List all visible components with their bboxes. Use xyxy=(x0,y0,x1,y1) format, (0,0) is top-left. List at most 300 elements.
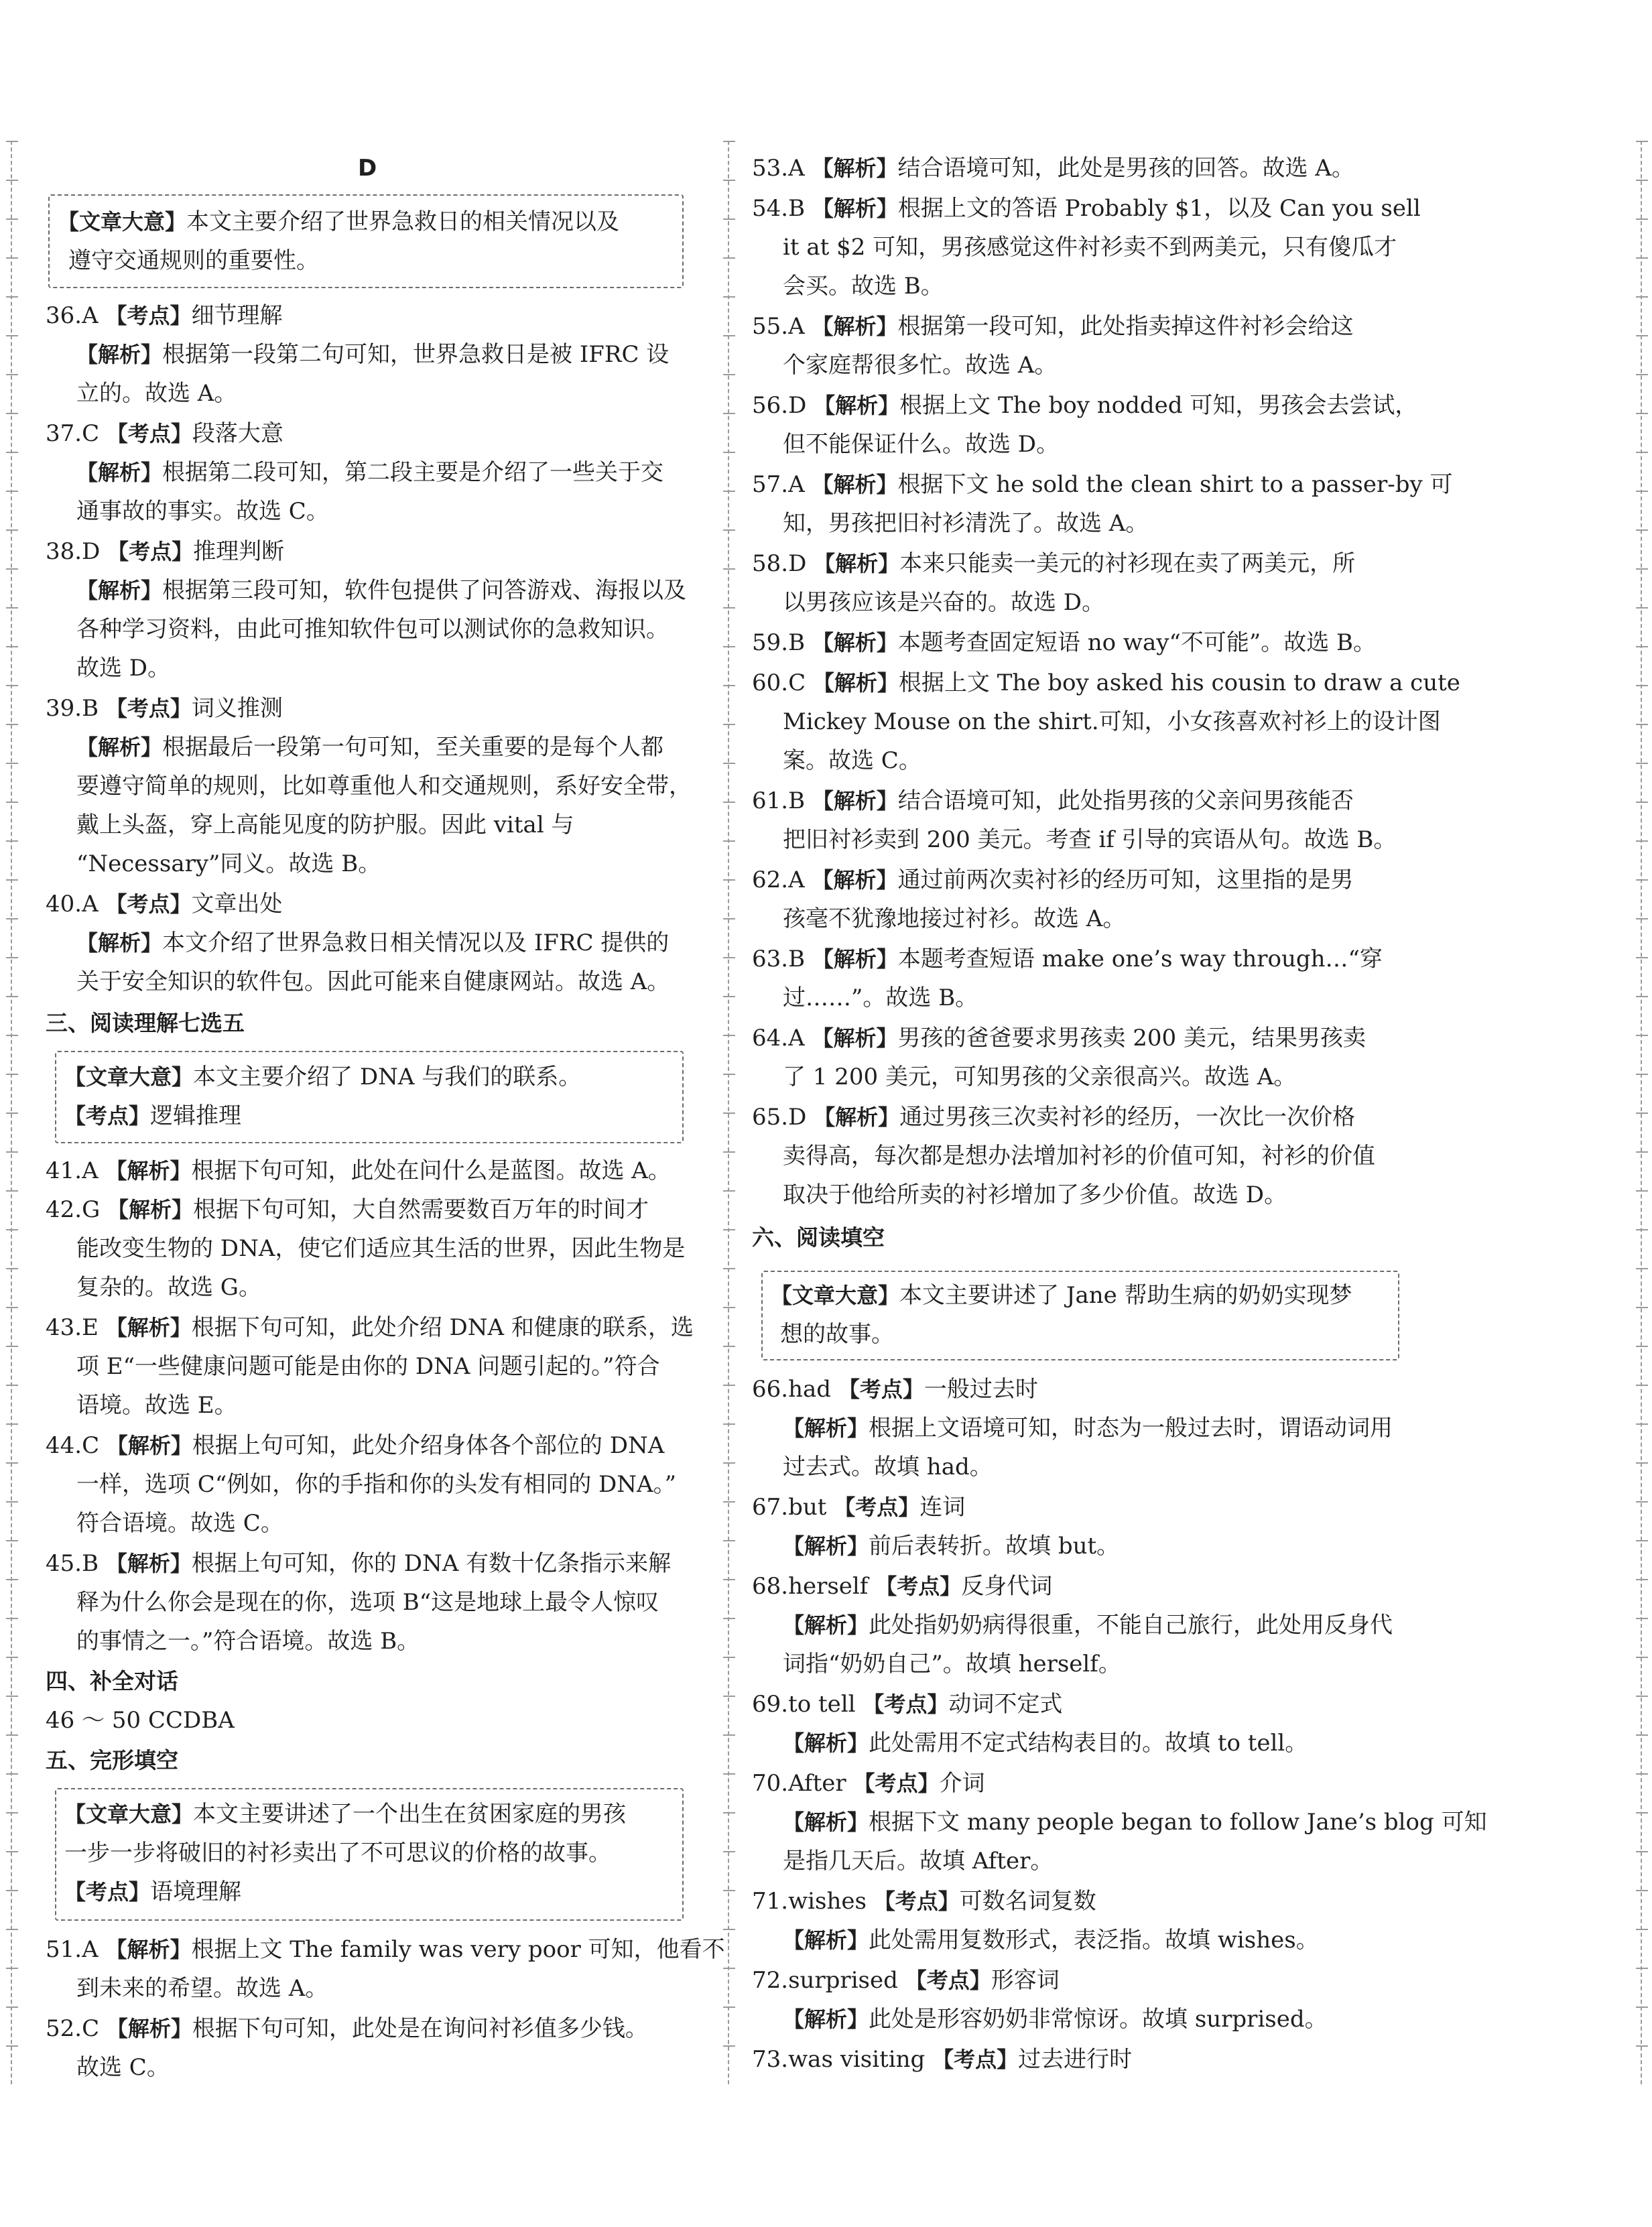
margin-tick xyxy=(6,1074,18,1075)
box3-text-3: 语境理解 xyxy=(150,1879,242,1905)
box4-line-2: 想的故事。 xyxy=(780,1321,894,1348)
margin-tick xyxy=(723,724,735,725)
q51-line-1 xyxy=(46,1934,725,1965)
q66-tag: 【考点】 xyxy=(838,1377,924,1402)
q67-head-line xyxy=(752,1492,965,1523)
margin-tick xyxy=(1636,1385,1648,1386)
q65-line-1 xyxy=(752,1102,1355,1133)
q61-number: 61.B xyxy=(752,787,806,814)
q64-jx: 【解析】 xyxy=(812,1025,898,1051)
margin-tick xyxy=(1636,763,1648,764)
q65-line-2: 卖得高，每次都是想办法增加衬衫的价值可知，衬衫的价值 xyxy=(783,1143,1375,1169)
margin-tick xyxy=(1636,1851,1648,1852)
q71-number: 71.wishes xyxy=(752,1888,867,1915)
q58-line-1 xyxy=(752,548,1355,579)
q66-line-1 xyxy=(783,1413,1393,1444)
margin-tick xyxy=(6,1151,18,1153)
q57-line-2: 知，男孩把旧衬衫清洗了。故选 A。 xyxy=(783,510,1149,537)
q41-line-1 xyxy=(46,1155,671,1186)
q38-head-line xyxy=(46,536,284,567)
margin-tick xyxy=(6,724,18,725)
q69-line-1 xyxy=(783,1728,1308,1759)
q62-line-2: 孩毫不犹豫地接过衬衫。故选 A。 xyxy=(783,905,1126,932)
q56-number: 56.D xyxy=(752,392,807,419)
q53-text-1: 结合语境可知，此处是男孩的回答。故选 A。 xyxy=(897,155,1354,182)
q64-line-1 xyxy=(752,1023,1366,1054)
q52-text-1: 根据下句可知，此处是在询问衬衫值多少钱。 xyxy=(192,2015,648,2042)
box4-text-1: 本文主要讲述了 Jane 帮助生病的奶奶实现梦 xyxy=(899,1282,1352,1309)
q39-head-line xyxy=(46,693,283,724)
q68-jx: 【解析】 xyxy=(783,1612,869,1638)
margin-tick xyxy=(6,1346,18,1347)
box2-text-2: 逻辑推理 xyxy=(150,1102,242,1129)
q61-jx: 【解析】 xyxy=(812,788,898,814)
margin-tick xyxy=(723,1657,735,1658)
q71-jx: 【解析】 xyxy=(783,1927,869,1953)
q62-line-1 xyxy=(752,865,1353,895)
q39-tag: 【考点】 xyxy=(105,696,192,721)
q38-point: 推理判断 xyxy=(193,538,285,565)
q41-jx: 【解析】 xyxy=(105,1158,192,1184)
q66-number: 66.had xyxy=(752,1376,832,1403)
q55-text-1: 根据第一段可知，此处指卖掉这件衬衫会给这 xyxy=(897,313,1354,340)
q68-point: 反身代词 xyxy=(961,1573,1053,1600)
margin-tick xyxy=(6,1423,18,1425)
margin-tick xyxy=(6,2007,18,2008)
margin-tick xyxy=(1636,685,1648,686)
q73-head-line xyxy=(752,2044,1132,2075)
q56-line-2: 但不能保证什么。故选 D。 xyxy=(783,431,1060,458)
q59-number: 59.B xyxy=(752,629,806,656)
q70-head-line xyxy=(752,1768,984,1799)
q42-number: 42.G xyxy=(46,1196,101,1223)
q68-head-line xyxy=(752,1571,1052,1602)
q43-text-1: 根据下句可知，此处介绍 DNA 和健康的联系，选 xyxy=(191,1314,694,1341)
margin-tick xyxy=(723,879,735,881)
q42-text-1: 根据下句可知，大自然需要数百万年的时间才 xyxy=(193,1196,649,1223)
q58-number: 58.D xyxy=(752,550,807,577)
q66-point: 一般过去时 xyxy=(924,1376,1038,1403)
binding-line-right xyxy=(1641,141,1642,2084)
margin-tick xyxy=(723,1618,735,1619)
margin-tick xyxy=(723,1229,735,1230)
margin-tick xyxy=(1636,1151,1648,1153)
margin-tick xyxy=(6,141,18,142)
box2-line-1 xyxy=(64,1062,581,1092)
q44-line-2: 一样，选项 C“例如，你的手指和你的头发有相同的 DNA。” xyxy=(76,1471,676,1498)
summary-tag: 【文章大意】 xyxy=(58,209,187,235)
q72-text-1: 此处是形容奶奶非常惊讶。故填 surprised。 xyxy=(869,2006,1328,2033)
q71-text-1: 此处需用复数形式，表泛指。故填 wishes。 xyxy=(869,1927,1319,1954)
margin-tick xyxy=(6,335,18,336)
q58-text-1: 本来只能卖一美元的衬衫现在卖了两美元，所 xyxy=(899,550,1356,577)
q51-line-2: 到未来的希望。故选 A。 xyxy=(76,1975,328,2002)
q68-text-1: 此处指奶奶病得很重，不能自己旅行，此处用反身代 xyxy=(869,1612,1393,1639)
box3-line-2: 一步一步将破旧的衬衫卖出了不可思议的价格的故事。 xyxy=(64,1840,611,1866)
margin-tick xyxy=(6,918,18,919)
q63-line-2: 过……”。故选 B。 xyxy=(783,984,978,1011)
margin-tick xyxy=(1636,1307,1648,1308)
margin-tick xyxy=(6,413,18,414)
margin-tick xyxy=(723,1579,735,1580)
q65-text-1: 通过男孩三次卖衬衫的经历，一次比一次价格 xyxy=(899,1104,1356,1131)
margin-tick xyxy=(6,1035,18,1036)
q38-tag: 【考点】 xyxy=(107,539,194,564)
box3-tag-1: 【文章大意】 xyxy=(64,1801,194,1827)
margin-tick xyxy=(1636,1540,1648,1541)
margin-tick xyxy=(1636,218,1648,220)
q70-number: 70.After xyxy=(752,1770,846,1797)
q60-line-1 xyxy=(752,667,1460,698)
margin-tick xyxy=(6,646,18,647)
margin-tick xyxy=(6,452,18,453)
q73-number: 73.was visiting xyxy=(752,2046,926,2073)
margin-tick xyxy=(723,1307,735,1308)
margin-tick xyxy=(6,1268,18,1269)
margin-tick xyxy=(1636,879,1648,881)
q66-line-2: 过去式。故填 had。 xyxy=(783,1454,993,1480)
margin-tick xyxy=(1636,1074,1648,1075)
q54-text-1: 根据上文的答语 Probably $1，以及 Can you sell xyxy=(897,195,1421,222)
q45-line-2: 释为什么你会是现在的你，选项 B“这是地球上最令人惊叹 xyxy=(76,1589,659,1616)
q36-text-1: 根据第一段第二句可知，世界急救日是被 IFRC 设 xyxy=(162,341,670,368)
q44-line-3: 符合语境。故选 C。 xyxy=(76,1510,283,1537)
q39-jx: 【解析】 xyxy=(76,735,163,760)
margin-tick xyxy=(723,996,735,997)
box2-tag-1: 【文章大意】 xyxy=(64,1064,194,1090)
margin-tick xyxy=(723,335,735,336)
margin-tick xyxy=(723,1346,735,1347)
margin-tick xyxy=(723,1501,735,1503)
q72-line-1 xyxy=(783,2004,1328,2035)
margin-tick xyxy=(1636,1112,1648,1114)
q55-line-2: 个家庭帮很多忙。故选 A。 xyxy=(783,352,1058,379)
q60-number: 60.C xyxy=(752,670,806,696)
q54-line-2: it at $2 可知，男孩感觉这件衬衫卖不到两美元，只有傻瓜才 xyxy=(783,234,1397,261)
q36-line-2: 立的。故选 A。 xyxy=(76,380,237,407)
margin-tick xyxy=(1636,1462,1648,1464)
margin-tick xyxy=(723,1462,735,1464)
margin-tick xyxy=(6,218,18,220)
q38-text-1: 根据第三段可知，软件包提供了问答游戏、海报以及 xyxy=(162,577,687,604)
q72-head-line xyxy=(752,1965,1060,1996)
margin-tick xyxy=(723,763,735,764)
q43-number: 43.E xyxy=(46,1314,99,1341)
margin-tick xyxy=(1636,802,1648,803)
q71-tag: 【考点】 xyxy=(873,1889,960,1914)
q52-number: 52.C xyxy=(46,2015,100,2042)
box2-tag-2: 【考点】 xyxy=(64,1103,151,1129)
margin-tick xyxy=(723,1151,735,1153)
q66-jx: 【解析】 xyxy=(783,1415,869,1441)
q59-line-1 xyxy=(752,627,1376,658)
margin-tick xyxy=(1636,1696,1648,1697)
margin-tick xyxy=(6,1657,18,1658)
q36-point: 细节理解 xyxy=(191,302,283,329)
margin-tick xyxy=(1636,1968,1648,1969)
q44-text-1: 根据上句可知，此处介绍身体各个部位的 DNA xyxy=(192,1432,665,1459)
q38-line-1 xyxy=(76,575,686,606)
margin-tick xyxy=(723,646,735,647)
q65-jx: 【解析】 xyxy=(814,1104,900,1130)
q69-number: 69.to tell xyxy=(752,1691,856,1718)
margin-tick xyxy=(6,1462,18,1464)
margin-tick xyxy=(723,1968,735,1969)
q70-jx: 【解析】 xyxy=(783,1809,869,1835)
q62-number: 62.A xyxy=(752,867,805,893)
q54-number: 54.B xyxy=(752,195,806,222)
q66-text-1: 根据上文语境可知，时态为一般过去时，谓语动词用 xyxy=(869,1415,1393,1442)
margin-tick xyxy=(6,2045,18,2047)
margin-tick xyxy=(6,1112,18,1114)
q64-line-2: 了 1 200 美元，可知男孩的父亲很高兴。故选 A。 xyxy=(783,1064,1297,1090)
margin-tick xyxy=(6,1812,18,1814)
q51-jx: 【解析】 xyxy=(105,1937,192,1962)
box2-text-1: 本文主要介绍了 DNA 与我们的联系。 xyxy=(193,1064,582,1090)
q40-head-line xyxy=(46,889,282,919)
q38-number: 38.D xyxy=(46,538,101,565)
margin-tick xyxy=(6,607,18,609)
margin-tick xyxy=(723,374,735,375)
margin-tick xyxy=(6,1890,18,1891)
margin-tick xyxy=(1636,180,1648,181)
margin-tick xyxy=(723,1112,735,1114)
margin-tick xyxy=(723,1385,735,1386)
q36-jx: 【解析】 xyxy=(76,342,163,367)
q70-text-1: 根据下文 many people began to follow Jane’s blog 可知 xyxy=(869,1809,1487,1836)
q39-text-1: 根据最后一段第一句可知，至关重要的是每个人都 xyxy=(162,734,664,761)
q44-line-1 xyxy=(46,1430,664,1461)
margin-tick xyxy=(1636,1035,1648,1036)
q64-text-1: 男孩的爸爸要求男孩卖 200 美元，结果男孩卖 xyxy=(897,1025,1366,1052)
q37-head-line xyxy=(46,418,283,449)
q55-jx: 【解析】 xyxy=(812,314,898,339)
margin-tick xyxy=(723,141,735,142)
q64-number: 64.A xyxy=(752,1025,805,1052)
section-3-heading: 三、阅读理解七选五 xyxy=(46,1010,245,1036)
section-4-answer: 46 ～ 50 CCDBA xyxy=(46,1707,235,1734)
margin-tick xyxy=(723,840,735,842)
q39-line-3: 戴上头盔，穿上高能见度的防护服。因此 vital 与 xyxy=(76,812,574,838)
q67-line-1 xyxy=(783,1531,1119,1562)
q45-text-1: 根据上句可知，你的 DNA 有数十亿条指示来解 xyxy=(191,1550,672,1577)
q57-text-1: 根据下文 he sold the clean shirt to a passer-by 可 xyxy=(897,471,1453,498)
q40-point: 文章出处 xyxy=(191,891,283,917)
q63-jx: 【解析】 xyxy=(812,946,898,972)
q51-number: 51.A xyxy=(46,1936,99,1963)
margin-tick xyxy=(1636,568,1648,570)
q40-text-1: 本文介绍了世界急救日相关情况以及 IFRC 提供的 xyxy=(162,930,670,956)
margin-tick xyxy=(1636,646,1648,647)
margin-tick xyxy=(6,1618,18,1619)
margin-tick xyxy=(6,957,18,958)
q54-jx: 【解析】 xyxy=(812,196,898,221)
margin-tick xyxy=(1636,1618,1648,1619)
q61-line-2: 把旧衬衫卖到 200 美元。考查 if 引导的宾语从句。故选 B。 xyxy=(783,826,1397,853)
margin-tick xyxy=(723,1812,735,1814)
margin-tick xyxy=(1636,1229,1648,1230)
q37-line-1 xyxy=(76,457,663,488)
q43-jx: 【解析】 xyxy=(105,1315,192,1340)
q63-number: 63.B xyxy=(752,946,806,972)
q67-tag: 【考点】 xyxy=(834,1494,920,1520)
q55-number: 55.A xyxy=(752,313,805,340)
q62-jx: 【解析】 xyxy=(812,867,898,893)
q71-line-1 xyxy=(783,1925,1319,1956)
margin-tick xyxy=(1636,141,1648,142)
q73-point: 过去进行时 xyxy=(1018,2046,1133,2073)
q38-line-3: 故选 D。 xyxy=(76,655,171,682)
q68-number: 68.herself xyxy=(752,1573,869,1600)
q38-line-2: 各种学习资料，由此可推知软件包可以测试你的急救知识。 xyxy=(76,616,669,643)
margin-tick xyxy=(723,1929,735,1930)
q39-number: 39.B xyxy=(46,695,99,722)
margin-tick xyxy=(1636,1812,1648,1814)
q36-line-1 xyxy=(76,339,669,370)
margin-tick xyxy=(723,1851,735,1852)
q39-point: 词义推测 xyxy=(191,695,283,722)
q40-line-1 xyxy=(76,928,669,958)
q40-number: 40.A xyxy=(46,891,99,917)
margin-tick xyxy=(6,1929,18,1930)
margin-tick xyxy=(723,607,735,609)
margin-tick xyxy=(6,374,18,375)
margin-tick xyxy=(6,1307,18,1308)
q67-number: 67.but xyxy=(752,1494,827,1521)
q55-line-1 xyxy=(752,311,1353,342)
margin-tick xyxy=(723,685,735,686)
q68-tag: 【考点】 xyxy=(875,1574,962,1599)
column-divider xyxy=(728,141,729,2084)
q70-line-2: 是指几天后。故填 After。 xyxy=(783,1848,1054,1874)
q41-text-1: 根据下句可知，此处在问什么是蓝图。故选 A。 xyxy=(191,1157,671,1184)
margin-tick xyxy=(1636,335,1648,336)
q40-line-2: 关于安全知识的软件包。因此可能来自健康网站。故选 A。 xyxy=(76,968,670,995)
summary-text-1: 本文主要介绍了世界急救日的相关情况以及 xyxy=(186,208,620,235)
margin-tick xyxy=(6,1190,18,1192)
q67-point: 连词 xyxy=(919,1494,966,1521)
q72-tag: 【考点】 xyxy=(905,1968,991,1993)
margin-tick xyxy=(1636,1734,1648,1736)
margin-tick xyxy=(1636,1346,1648,1347)
q39-line-4: “Necessary”同义。故选 B。 xyxy=(76,850,381,877)
margin-tick xyxy=(1636,529,1648,531)
q36-number: 36.A xyxy=(46,302,99,329)
q72-jx: 【解析】 xyxy=(783,2007,869,2032)
margin-tick xyxy=(723,918,735,919)
q42-line-3: 复杂的。故选 G。 xyxy=(76,1274,261,1301)
margin-tick xyxy=(723,452,735,453)
margin-tick xyxy=(723,957,735,958)
q42-line-2: 能改变生物的 DNA，使它们适应其生活的世界，因此生物是 xyxy=(76,1235,686,1262)
margin-tick xyxy=(723,1890,735,1891)
q59-jx: 【解析】 xyxy=(812,630,898,655)
margin-tick xyxy=(723,1696,735,1697)
binding-line-left xyxy=(11,141,12,2084)
q37-number: 37.C xyxy=(46,420,100,447)
margin-tick xyxy=(1636,1501,1648,1503)
margin-tick xyxy=(723,2007,735,2008)
q41-number: 41.A xyxy=(46,1157,99,1184)
box3-line-1 xyxy=(64,1799,626,1830)
q40-jx: 【解析】 xyxy=(76,930,163,956)
margin-tick xyxy=(723,1734,735,1736)
margin-tick xyxy=(1636,1773,1648,1775)
q67-text-1: 前后表转折。故填 but。 xyxy=(869,1533,1120,1560)
q37-point: 段落大意 xyxy=(192,420,283,447)
q36-head-line xyxy=(46,300,282,331)
q69-tag: 【考点】 xyxy=(863,1692,949,1717)
section-6-heading: 六、阅读填空 xyxy=(752,1224,885,1251)
margin-tick xyxy=(1636,374,1648,375)
box3-line-3 xyxy=(64,1876,241,1907)
margin-tick xyxy=(6,1851,18,1852)
q68-line-1 xyxy=(783,1610,1393,1641)
margin-tick xyxy=(723,413,735,414)
section-4-heading: 四、补全对话 xyxy=(46,1668,178,1694)
q40-tag: 【考点】 xyxy=(105,891,192,917)
q69-head-line xyxy=(752,1689,1062,1720)
q66-head-line xyxy=(752,1374,1038,1405)
q44-jx: 【解析】 xyxy=(106,1433,192,1458)
margin-tick xyxy=(723,1423,735,1425)
summary-line-1 xyxy=(58,206,619,237)
q51-text-1: 根据上文 The family was very poor 可知，他看不 xyxy=(191,1936,725,1963)
q54-line-1 xyxy=(752,193,1421,224)
margin-tick xyxy=(1636,491,1648,492)
margin-tick xyxy=(1636,2007,1648,2008)
margin-tick xyxy=(6,1540,18,1541)
margin-tick xyxy=(1636,1423,1648,1425)
margin-tick xyxy=(723,529,735,531)
q52-jx: 【解析】 xyxy=(106,2016,192,2041)
margin-tick xyxy=(723,802,735,803)
q36-tag: 【考点】 xyxy=(105,303,192,328)
q38-jx: 【解析】 xyxy=(76,578,163,603)
q39-line-1 xyxy=(76,732,663,763)
q61-line-1 xyxy=(752,785,1354,816)
q45-number: 45.B xyxy=(46,1550,99,1577)
q65-number: 65.D xyxy=(752,1104,807,1131)
q45-line-3: 的事情之一。”符合语境。故选 B。 xyxy=(76,1628,420,1655)
margin-tick xyxy=(723,2045,735,2047)
margin-tick xyxy=(723,491,735,492)
q58-jx: 【解析】 xyxy=(814,551,900,576)
margin-tick xyxy=(6,180,18,181)
margin-tick xyxy=(723,1074,735,1075)
margin-tick xyxy=(6,1385,18,1386)
margin-tick xyxy=(1636,840,1648,842)
margin-tick xyxy=(1636,413,1648,414)
margin-tick xyxy=(723,257,735,259)
q72-number: 72.surprised xyxy=(752,1967,898,1994)
box4-line-1 xyxy=(771,1280,1352,1311)
q71-head-line xyxy=(752,1886,1096,1917)
q57-line-1 xyxy=(752,469,1453,500)
margin-tick xyxy=(6,996,18,997)
margin-tick xyxy=(1636,607,1648,609)
q56-text-1: 根据上文 The boy nodded 可知，男孩会去尝试， xyxy=(899,392,1418,419)
margin-tick xyxy=(6,1968,18,1969)
margin-tick xyxy=(1636,1657,1648,1658)
q37-text-1: 根据第二段可知，第二段主要是介绍了一些关于交 xyxy=(162,459,664,486)
margin-tick xyxy=(6,1773,18,1775)
q69-point: 动词不定式 xyxy=(948,1691,1063,1718)
margin-tick xyxy=(1636,257,1648,259)
q42-line-1 xyxy=(46,1194,649,1225)
margin-tick xyxy=(1636,918,1648,919)
margin-tick xyxy=(723,1190,735,1192)
